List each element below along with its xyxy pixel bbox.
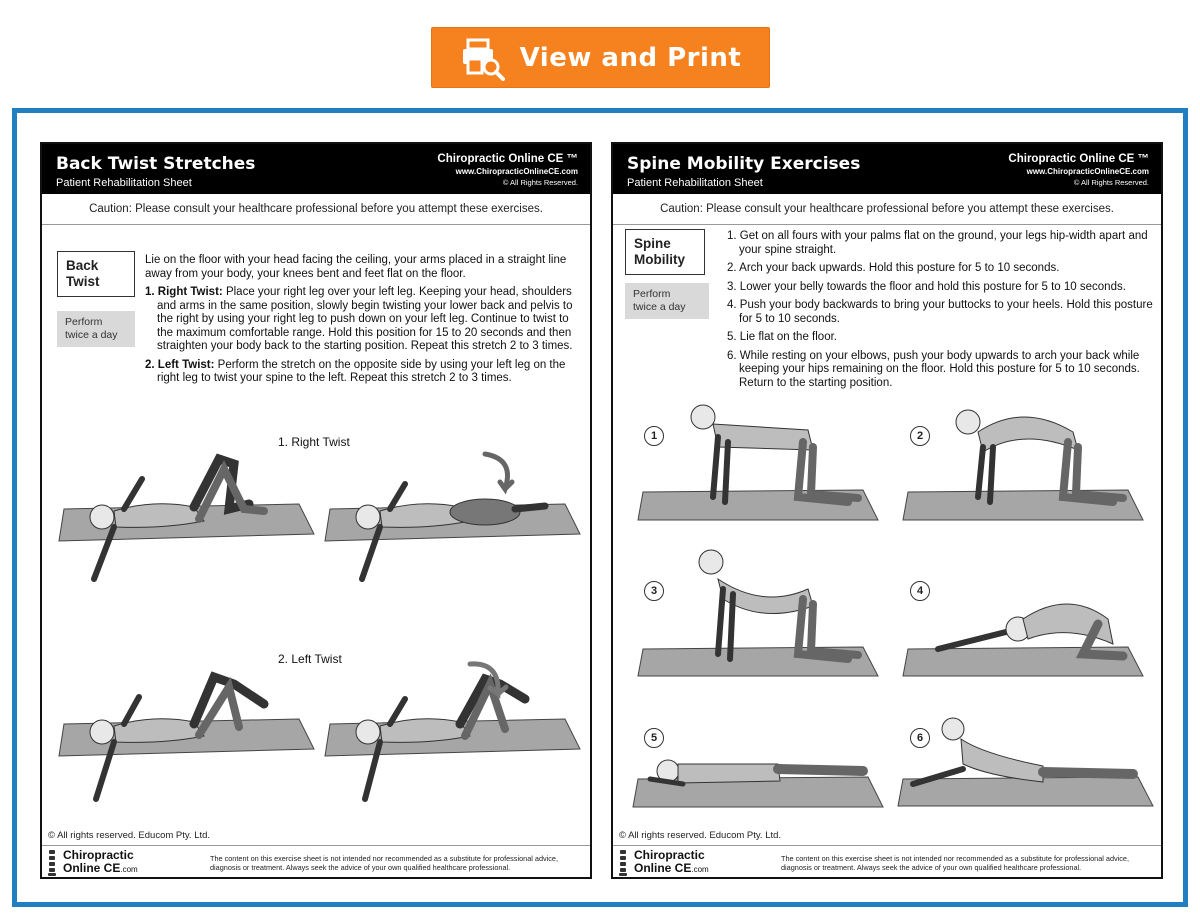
step-number: 2. — [727, 262, 737, 274]
exercise-name-line2: Mobility — [634, 252, 685, 267]
step-item — [727, 350, 1157, 391]
right-twist-rotated-illustration — [320, 444, 582, 599]
spine-icon — [46, 849, 58, 877]
brand-name: Chiropractic Online CE ™ — [437, 153, 578, 165]
back-twist-sheet — [40, 142, 592, 879]
step-item — [727, 331, 1157, 345]
instructions — [145, 254, 575, 391]
exercise-name-box — [57, 251, 135, 297]
frequency-badge — [57, 311, 135, 347]
exercise-name-line1: Spine — [634, 236, 671, 251]
step-item — [145, 286, 575, 354]
step-number: 1. — [145, 286, 155, 298]
step-badge: 1 — [644, 426, 664, 446]
step-number: 4. — [727, 299, 737, 311]
frequency-line2: twice a day — [65, 329, 118, 341]
brand-url: www.ChiropracticOnlineCE.com — [1026, 167, 1149, 176]
left-twist-start-illustration — [54, 669, 316, 819]
view-and-print-button[interactable] — [431, 27, 770, 88]
step-text: Lower your belly towards the floor and hold this posture for 5 to 10 seconds. — [739, 280, 1126, 293]
caption-right-twist: 1. Right Twist — [278, 435, 350, 449]
exercise-name-line1: Back — [66, 258, 99, 273]
instructions — [727, 230, 1157, 395]
step-number: 3. — [727, 280, 737, 293]
footer-copyright: © All rights reserved. Educom Pty. Ltd. — [48, 830, 211, 841]
logo-suffix: .com — [691, 865, 709, 874]
brand-url: www.ChiropracticOnlineCE.com — [455, 167, 578, 176]
brand-block — [437, 153, 578, 187]
step-badge: 3 — [644, 581, 664, 601]
step-item — [727, 281, 1157, 295]
logo-line1: Chiropractic — [634, 848, 705, 862]
exercise-name-line2: Twist — [66, 274, 100, 289]
view-and-print-label: View and Print — [519, 42, 742, 73]
sheet-subtitle: Patient Rehabilitation Sheet — [56, 177, 192, 189]
step-text: Push your body backwards to bring your buttocks to your heels. Hold this posture for 5 to 10 seconds. — [739, 299, 1153, 325]
left-twist-rotated-illustration — [320, 654, 582, 819]
step-text: Lie flat on the floor. — [739, 331, 837, 343]
step-badge: 6 — [910, 728, 930, 748]
caution-text: Caution: Please consult your healthcare professional before you attempt these exercises. — [89, 203, 543, 215]
disclaimer-text: The content on this exercise sheet is not intended nor recommended as a substitute for professional advice, diagnosis or treatment. Always seek the advice of your own qualified healthcare professional. — [781, 854, 1130, 872]
step-badge: 4 — [910, 581, 930, 601]
spine-icon — [617, 849, 629, 877]
caption-left-twist: 2. Left Twist — [278, 652, 342, 666]
right-twist-start-illustration — [54, 449, 316, 599]
lying-flat-illustration — [628, 749, 888, 809]
all-fours-illustration — [633, 402, 883, 522]
spine-mobility-sheet — [611, 142, 1163, 879]
chiropractic-online-ce-logo — [617, 849, 767, 877]
step-badge: 2 — [910, 426, 930, 446]
step-number: 6. — [727, 349, 737, 362]
sheet-header — [613, 144, 1161, 194]
step-badge: 5 — [644, 728, 664, 748]
sheet-title: Spine Mobility Exercises — [627, 154, 861, 174]
divider — [613, 224, 1161, 225]
frequency-line2: twice a day — [633, 301, 686, 313]
lowered-belly-illustration — [633, 544, 883, 679]
divider — [613, 845, 1161, 846]
caution-text: Caution: Please consult your healthcare professional before you attempt these exercises. — [660, 203, 1114, 215]
step-text: While resting on your elbows, push your body upwards to arch your back while keeping your hips remaining on the floor. Hold this posture for 5 to 10 seconds. Return to the starting position. — [739, 349, 1140, 389]
frequency-badge — [625, 283, 709, 319]
logo-line2: Online CE — [63, 861, 121, 875]
sheet-header — [42, 144, 590, 194]
brand-rights: © All Rights Reserved. — [502, 178, 578, 187]
step-item — [727, 299, 1157, 326]
brand-block — [1008, 153, 1149, 187]
logo-line2: Online CE — [634, 861, 692, 875]
frequency-line1: Perform — [65, 316, 103, 328]
step-label: Left Twist: — [157, 358, 215, 371]
step-text: Place your right leg over your left leg. Keeping your head, shoulders and arms in the same position, slowly begin twisting your lower back and pelvis to the right by using your right leg to push down on your left leg. Continue to twist to the maximum comfortable range. Hold this position for 15 to 20 seconds and then straighten your body back to the starting position. Repeat this stretch 2 to 3 times. — [157, 286, 573, 352]
logo-line1: Chiropractic — [63, 848, 134, 862]
disclaimer-text: The content on this exercise sheet is not intended nor recommended as a substitute for professional advice, diagnosis or treatment. Always seek the advice of your own qualified healthcare professional. — [210, 854, 559, 872]
step-text: Get on all fours with your palms flat on the ground, your legs hip-width apart and your spine straight. — [739, 230, 1148, 256]
childs-pose-illustration — [898, 584, 1148, 679]
step-text: Perform the stretch on the opposite side by using your left leg on the right leg to twist your spine to the left. Repeat this stretch 2 to 3 times. — [157, 358, 566, 384]
divider — [42, 224, 590, 225]
step-item — [727, 230, 1157, 257]
step-label: Right Twist: — [157, 286, 223, 298]
logo-suffix: .com — [120, 865, 138, 874]
intro-text: Lie on the floor with your head facing the ceiling, your arms placed in a straight line away from your body, your knees bent and feet flat on the floor. — [145, 254, 567, 280]
arched-back-illustration — [898, 402, 1148, 522]
chiropractic-online-ce-logo — [46, 849, 196, 877]
footer-copyright: © All rights reserved. Educom Pty. Ltd. — [619, 830, 782, 841]
brand-rights: © All Rights Reserved. — [1073, 178, 1149, 187]
step-number: 5. — [727, 331, 737, 343]
step-text: Arch your back upwards. Hold this posture for 5 to 10 seconds. — [739, 262, 1060, 274]
frequency-line1: Perform — [633, 288, 671, 300]
step-number: 2. — [145, 358, 155, 371]
printer-search-icon — [460, 35, 506, 81]
sheet-title: Back Twist Stretches — [56, 154, 256, 174]
step-item — [145, 359, 575, 386]
elbow-arch-illustration — [893, 714, 1158, 809]
sheet-subtitle: Patient Rehabilitation Sheet — [627, 177, 763, 189]
brand-name: Chiropractic Online CE ™ — [1008, 153, 1149, 165]
exercise-name-box — [625, 229, 705, 275]
step-item — [727, 262, 1157, 276]
step-number: 1. — [727, 230, 737, 242]
divider — [42, 845, 590, 846]
